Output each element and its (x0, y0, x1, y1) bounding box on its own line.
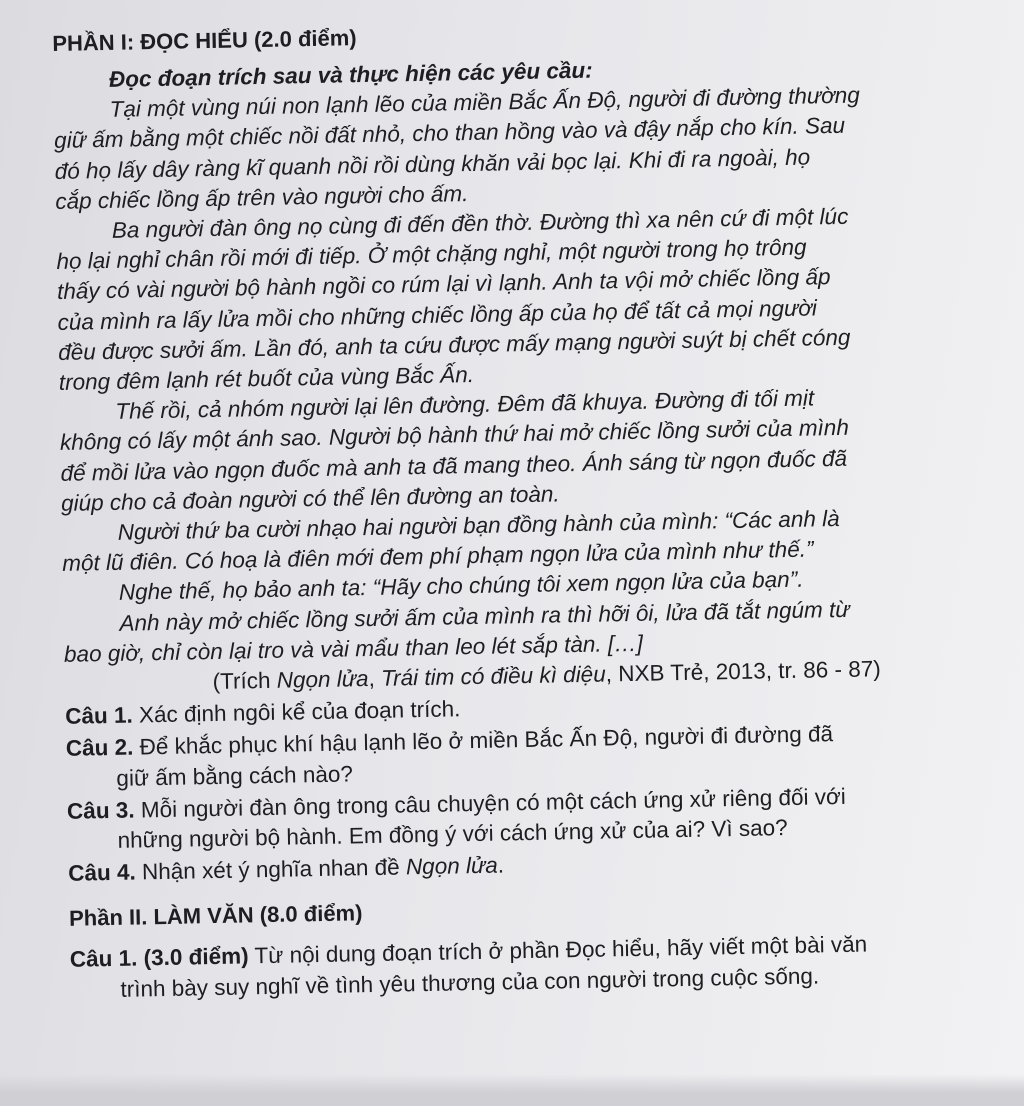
source-title-2: Trái tim có điều kì diệu (380, 661, 606, 691)
source-rest: , NXB Trẻ, 2013, tr. 86 - 87) (605, 656, 882, 687)
passage-line: giữ ấm bằng một chiếc nồi đất nhỏ, cho than hồng vào và đậy nắp cho kín. Sau (53, 113, 846, 154)
passage-line: Người thứ ba cười nhạo hai người bạn đồng hành của mình: “Các anh là (117, 506, 840, 545)
source-open: (Trích (212, 667, 277, 695)
question-text: giữ ấm bằng cách nào? (116, 761, 354, 791)
question-text-end: . (497, 852, 505, 878)
passage-line: cắp chiếc lồng ấp trên vào người cho ấm. (55, 180, 469, 214)
question-label: Câu 2. (65, 735, 134, 762)
passage-line: thấy có vài người bộ hành ngồi co rúm lại vì lạnh. Anh ta vội mở chiếc lồng ấp (56, 264, 831, 305)
passage-line: một lũ điên. Có hoạ là điên mới đem phí phạm ngọn lửa của mình như thế.” (62, 536, 814, 577)
question-text: những người bộ hành. Em đồng ý với cách ứng xử của ai? Vì sao? (117, 815, 788, 853)
passage-line: Nghe thế, họ bảo anh ta: “Hãy cho chúng tôi xem ngọn lửa của bạn”. (118, 567, 804, 606)
question-text: Từ nội dung đoạn trích ở phần Đọc hiểu, hãy viết một bài văn (254, 932, 868, 969)
passage-line: Anh này mở chiếc lồng sưởi ấm của mình ra thì hỡi ôi, lửa đã tắt ngúm từ (119, 596, 850, 636)
passage-line: trong đêm lạnh rét buốt của vùng Bắc Ấn. (58, 361, 475, 395)
passage-line: bao giờ, chỉ còn lại tro và vài mẩu than leo lét sắp tàn. […] (63, 630, 644, 667)
question-text: Xác định ngôi kể của đoạn trích. (138, 696, 461, 728)
question-list (65, 683, 1024, 889)
source-sep: , (368, 665, 382, 692)
question-text: Mỗi người đàn ông trong câu chuyện có một cách ứng xử riêng đối với (140, 783, 847, 823)
passage (53, 77, 1024, 670)
question-text: Để khắc phục khí hậu lạnh lẽo ở miền Bắc Ấn Độ, người đi đường đã (139, 721, 834, 760)
question-label: Câu 3. (66, 797, 135, 824)
passage-line: Thế rồi, cả nhóm người lại lên đường. Đêm đã khuya. Đường đi tối mịt (115, 385, 815, 425)
part2-heading: Phần II. LÀM VĂN (8.0 điểm) (68, 900, 363, 932)
passage-line: Tại một vùng núi non lạnh lẽo của miền Bắc Ấn Độ, người đi đường thường (109, 82, 860, 123)
essay-question-1 (70, 926, 1024, 1005)
question-label: Câu 1. (64, 702, 133, 730)
part1-heading: PHẦN I: ĐỌC HIỂU (2.0 điểm) (52, 25, 357, 56)
question-text: trình bày suy nghĩ về tình yêu thương của con người trong cuộc sống. (120, 963, 820, 1002)
passage-line: họ lại nghỉ chân rồi mới đi tiếp. Ở một chặng nghỉ, một người trong họ trông (56, 234, 807, 275)
paragraph-1 (53, 77, 1024, 217)
question-label: Câu 1. (3.0 điểm) (69, 943, 249, 973)
question-title-italic: Ngọn lửa (405, 852, 498, 880)
question-label: Câu 4. (67, 859, 136, 887)
passage-line: Ba người đàn ông nọ cùng đi đến đền thờ. Đường thì xa nên cứ đi một lúc (111, 203, 849, 243)
paragraph-2 (56, 198, 1024, 398)
paragraph-3 (59, 379, 1024, 519)
passage-line: giúp cho cả đoàn người có thể lên đường an toàn. (60, 481, 560, 516)
question-text: Nhận xét ý nghĩa nhan đề (141, 854, 407, 885)
cropped-bottom-edge (0, 1074, 1024, 1106)
passage-line: đều được sưởi ấm. Lần đó, anh ta cứu được mấy mạng người suýt bị chết cóng (57, 324, 851, 365)
source-title-1: Ngọn lửa (276, 666, 369, 693)
passage-line: đó họ lấy dây ràng kĩ quanh nồi rồi dùng khăn vải bọc lại. Khi đi ra ngoài, họ (54, 144, 811, 184)
passage-line: của mình ra lấy lửa mồi cho những chiếc lồng ấp của họ để tất cả mọi người (57, 294, 818, 335)
instruction: Đọc đoạn trích sau và thực hiện các yêu cầu: (108, 57, 593, 92)
passage-line: để mồi lửa vào ngọn đuốc mà anh ta đã mang theo. Ánh sáng từ ngọn đuốc đã (60, 445, 848, 486)
exam-sheet (52, 9, 1024, 1006)
passage-line: không có lấy một ánh sao. Người bộ hành thứ hai mở chiếc lồng sưởi của mình (59, 415, 850, 456)
